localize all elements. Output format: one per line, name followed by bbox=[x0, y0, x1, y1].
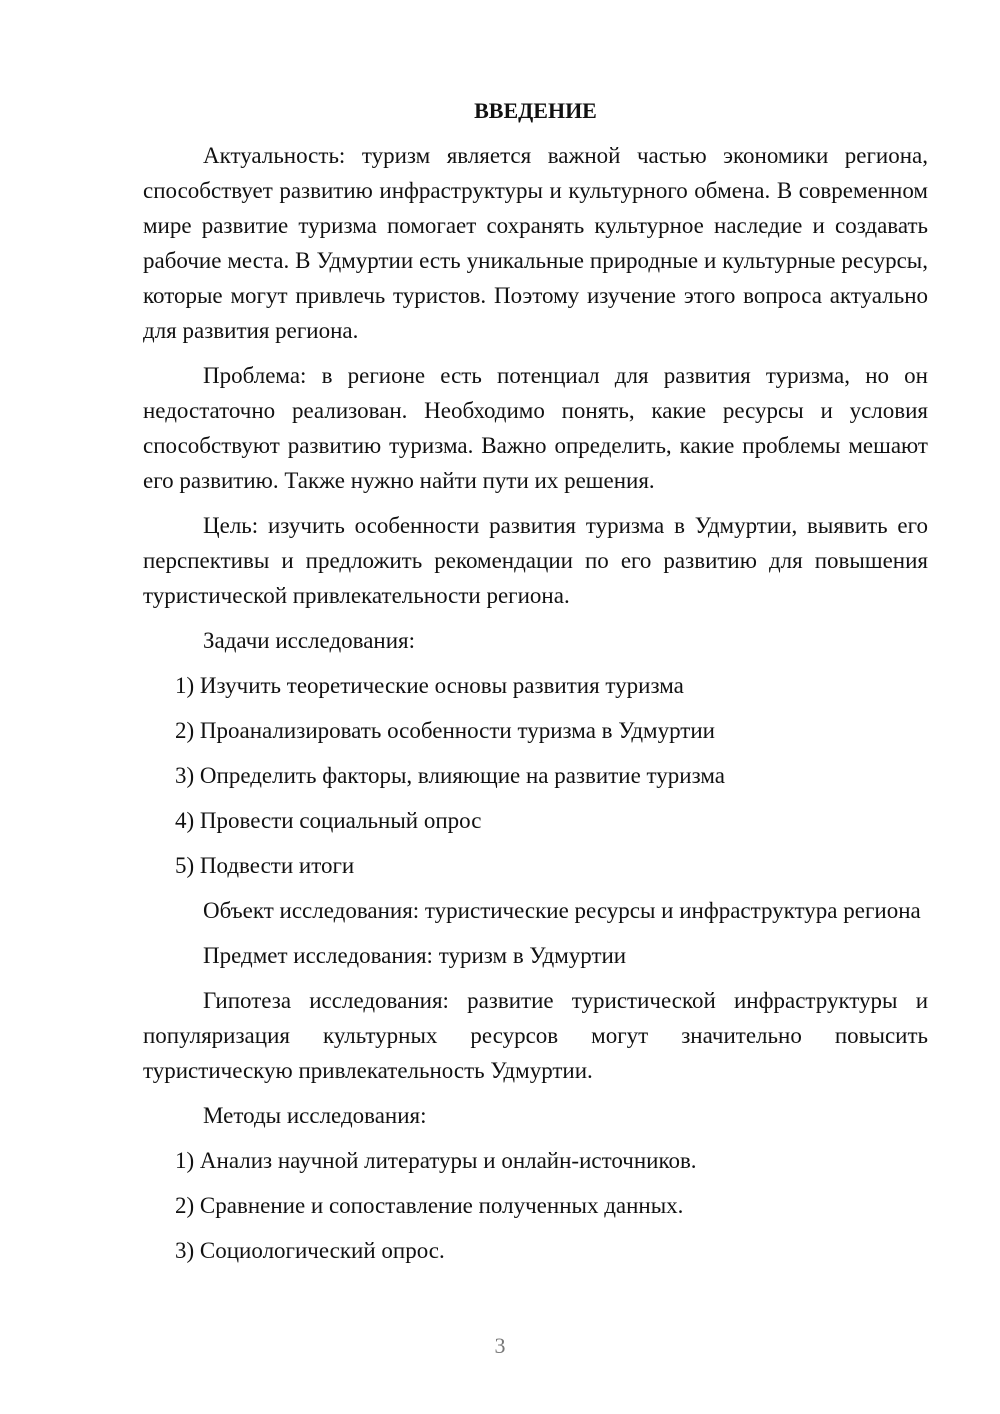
section-title: ВВЕДЕНИЕ bbox=[474, 98, 597, 123]
task-item: 3) Определить факторы, влияющие на развитие туризма bbox=[175, 763, 725, 788]
method-item: 3) Социологический опрос. bbox=[175, 1238, 445, 1263]
subject-paragraph: Предмет исследования: туризм в Удмуртии bbox=[203, 943, 627, 968]
page-number: 3 bbox=[494, 1333, 506, 1358]
task-item: 2) Проанализировать особенности туризма в Удмуртии bbox=[175, 718, 715, 743]
problem-paragraph: Проблема: в регионе есть потенциал для развития туризма, но он недостаточно реализован. Необходимо понять, какие ресурсы и условия способствуют развитию туризма. Важно определить, какие проблемы мешают его развитию. Также нужно найти пути их решения. bbox=[143, 363, 928, 493]
object-paragraph: Объект исследования: туристические ресурсы и инфраструктура региона bbox=[203, 898, 921, 923]
tasks-label: Задачи исследования: bbox=[203, 628, 416, 653]
tasks-list bbox=[143, 668, 928, 883]
task-item: 4) Провести социальный опрос bbox=[175, 808, 482, 833]
hypothesis-paragraph: Гипотеза исследования: развитие туристической инфраструктуры и популяризация культурных ресурсов могут значительно повысить туристическую привлекательность Удмуртии. bbox=[143, 988, 928, 1083]
relevance-paragraph: Актуальность: туризм является важной частью экономики региона, способствует развитию инфраструктуры и культурного обмена. В современном мире развитие туризма помогает сохранять культурное наследие и создавать рабочие места. В Удмуртии есть уникальные природные и культурные ресурсы, которые могут привлечь туристов. Поэтому изучение этого вопроса актуально для развития региона. bbox=[143, 143, 928, 343]
methods-label: Методы исследования: bbox=[203, 1103, 427, 1128]
document-page bbox=[143, 96, 928, 1278]
method-item: 2) Сравнение и сопоставление полученных данных. bbox=[175, 1193, 684, 1218]
task-item: 1) Изучить теоретические основы развития туризма bbox=[175, 673, 684, 698]
task-item: 5) Подвести итоги bbox=[175, 853, 355, 878]
goal-paragraph: Цель: изучить особенности развития туризма в Удмуртии, выявить его перспективы и предложить рекомендации по его развитию для повышения туристической привлекательности региона. bbox=[143, 513, 928, 608]
methods-list bbox=[143, 1143, 928, 1268]
method-item: 1) Анализ научной литературы и онлайн-источников. bbox=[175, 1148, 697, 1173]
